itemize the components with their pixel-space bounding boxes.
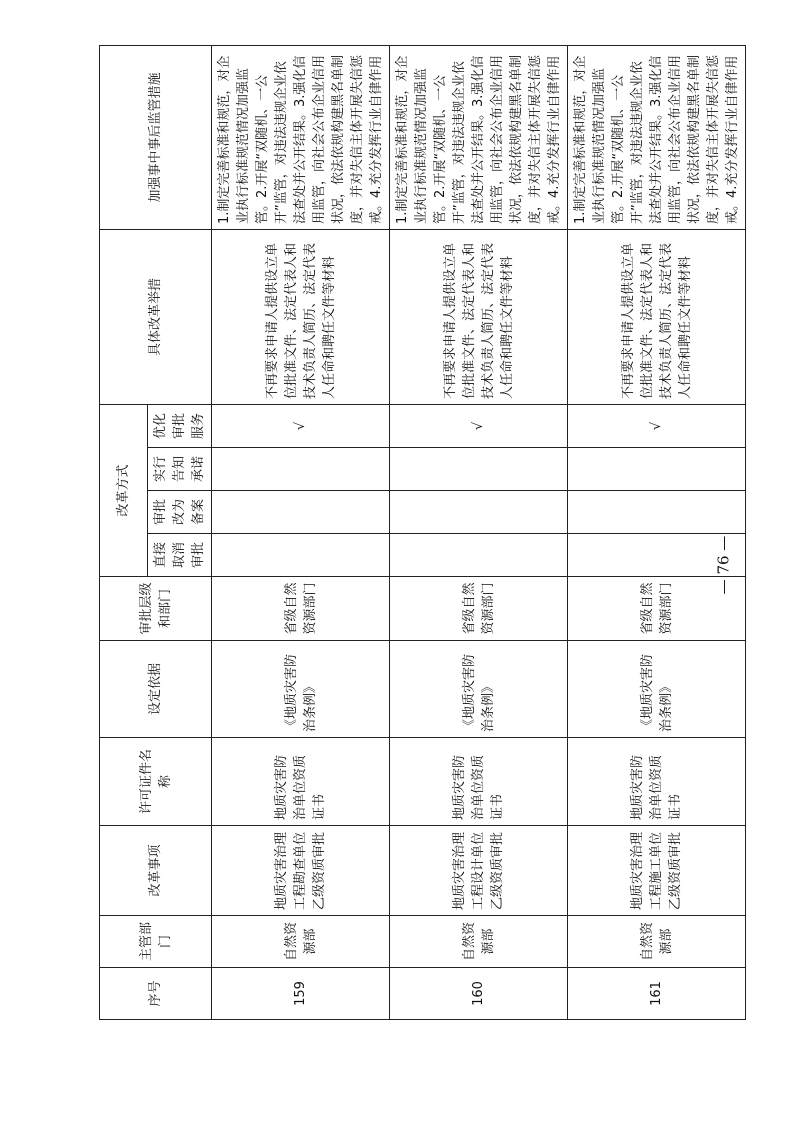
header-license: 许可证件名称	[100, 738, 212, 826]
cell-license: 地质灾害防治单位资质证书	[212, 738, 390, 826]
cell-measures: 不再要求申请人提供设立单位批准文件、法定代表人和技术负责人简历、法定代表人任命和聘任文件等材料	[212, 229, 390, 404]
cell-dept: 自然资源部	[568, 916, 746, 968]
header-method: 改革方式	[100, 404, 148, 576]
cell-measures: 不再要求申请人提供设立单位批准文件、法定代表人和技术负责人简历、法定代表人任命和聘任文件等材料	[390, 229, 568, 404]
cell-level: 省级自然资源部门	[212, 577, 390, 641]
header-supervision: 加强事中事后监管措施	[100, 45, 212, 229]
cell-level: 省级自然资源部门	[390, 577, 568, 641]
cell-method-commitment	[390, 448, 568, 491]
cell-measures: 不再要求申请人提供设立单位批准文件、法定代表人和技术负责人简历、法定代表人任命和聘任文件等材料	[568, 229, 746, 404]
cell-method-commitment	[568, 448, 746, 491]
cell-method-cancel	[390, 534, 568, 577]
cell-supervision: 1.制定完善标准和规范，对企业执行标准规范情况加强监管。2.开展“双随机、一公开”监管，对违法违规企业依法查处并公开结果。3.强化信用监管，向社会公布企业信用状况，依法依规构建黑名单制度，并对失信主体开展失信惩戒。4.充分发挥行业自律作用	[568, 45, 746, 229]
cell-basis: 《地质灾害防治条例》	[212, 641, 390, 738]
reform-table	[99, 45, 746, 1020]
cell-method-commitment	[212, 448, 390, 491]
header-method-cancel: 直接取消审批	[148, 534, 212, 577]
cell-license: 地质灾害防治单位资质证书	[390, 738, 568, 826]
checkmark: √	[568, 404, 746, 447]
cell-license: 地质灾害防治单位资质证书	[568, 738, 746, 826]
cell-method-filing	[390, 491, 568, 534]
header-method-commitment: 实行告知承诺	[148, 448, 212, 491]
header-seq: 序号	[100, 968, 212, 1020]
header-method-optimize: 优化审批服务	[148, 404, 212, 447]
checkmark: √	[390, 404, 568, 447]
table-row	[212, 45, 390, 1019]
cell-item: 地质灾害治理工程施工单位乙级资质审批	[568, 826, 746, 916]
checkmark: √	[212, 404, 390, 447]
header-basis: 设定依据	[100, 641, 212, 738]
cell-seq: 159	[212, 968, 390, 1020]
cell-method-filing	[212, 491, 390, 534]
page-number	[712, 520, 734, 610]
page-number-text: — 76 —	[714, 535, 732, 595]
cell-supervision: 1.制定完善标准和规范，对企业执行标准规范情况加强监管。2.开展“双随机、一公开”监管，对违法违规企业依法查处并公开结果。3.强化信用监管，向社会公布企业信用状况，依法依规构建黑名单制度，并对失信主体开展失信惩戒。4.充分发挥行业自律作用	[390, 45, 568, 229]
cell-basis: 《地质灾害防治条例》	[390, 641, 568, 738]
cell-seq: 161	[568, 968, 746, 1020]
cell-supervision: 1.制定完善标准和规范，对企业执行标准规范情况加强监管。2.开展“双随机、一公开”监管，对违法违规企业依法查处并公开结果。3.强化信用监管，向社会公布企业信用状况，依法依规构建黑名单制度，并对失信主体开展失信惩戒。4.充分发挥行业自律作用	[212, 45, 390, 229]
header-level: 审批层级和部门	[100, 577, 212, 641]
cell-seq: 160	[390, 968, 568, 1020]
cell-basis: 《地质灾害防治条例》	[568, 641, 746, 738]
table-row	[390, 45, 568, 1019]
cell-level: 省级自然资源部门	[568, 577, 746, 641]
cell-item: 地质灾害治理工程设计单位乙级资质审批	[390, 826, 568, 916]
header-method-filing: 审批改为备案	[148, 491, 212, 534]
header-measures: 具体改革举措	[100, 229, 212, 404]
header-dept: 主管部门	[100, 916, 212, 968]
cell-item: 地质灾害治理工程勘查单位乙级资质审批	[212, 826, 390, 916]
cell-dept: 自然资源部	[390, 916, 568, 968]
header-row	[100, 45, 148, 1019]
header-item: 改革事项	[100, 826, 212, 916]
cell-dept: 自然资源部	[212, 916, 390, 968]
cell-method-cancel	[212, 534, 390, 577]
